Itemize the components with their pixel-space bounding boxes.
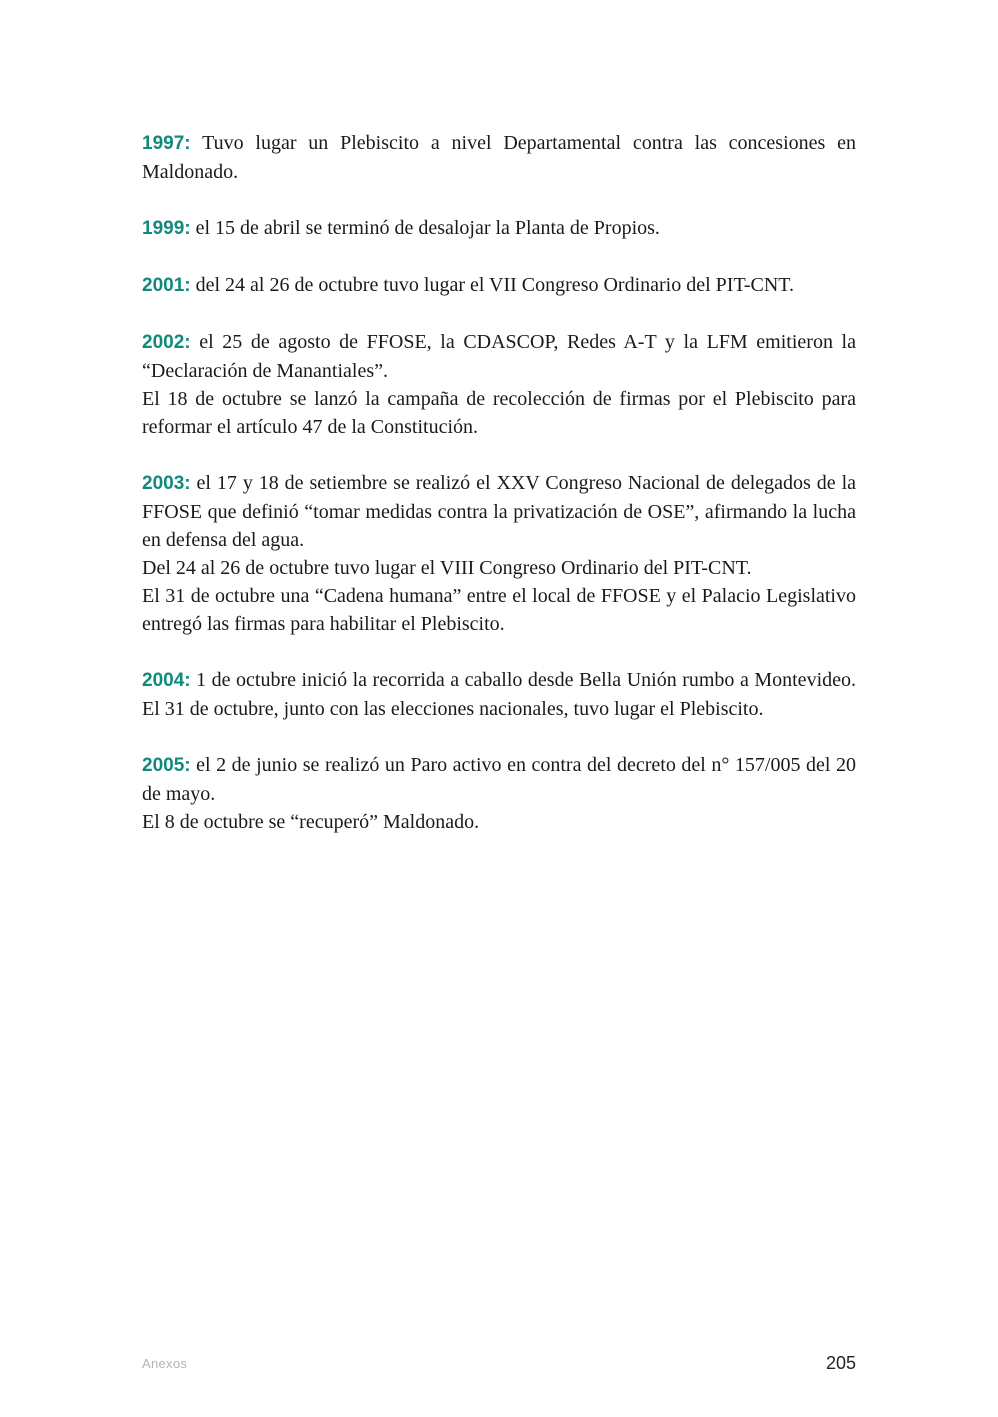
entry-text: el 17 y 18 de setiembre se realizó el XXV Congreso Nacional de delegados de la FFOSE que definió “tomar medidas contra la privatización de OSE”, afirmando la lucha en defensa del agua. bbox=[142, 472, 856, 551]
timeline-entry-2004 bbox=[142, 666, 856, 723]
page-number: 205 bbox=[825, 1353, 856, 1373]
entry-text: 1 de octubre inició la recorrida a caballo desde Bella Unión rumbo a Montevideo. El 31 de octubre, junto con las elecciones nacionales, tuvo lugar el Plebiscito. bbox=[142, 669, 856, 720]
entry-paragraph bbox=[142, 469, 856, 554]
timeline-entry-1997 bbox=[142, 129, 856, 186]
entry-year: 2003: bbox=[142, 473, 191, 494]
entry-paragraph: El 18 de octubre se lanzó la campaña de recolección de firmas por el Plebiscito para reformar el artículo 47 de la Constitución. bbox=[142, 388, 856, 438]
timeline-entry-2005 bbox=[142, 751, 856, 836]
entry-paragraph bbox=[142, 751, 856, 808]
entry-text: del 24 al 26 de octubre tuvo lugar el VII Congreso Ordinario del PIT-CNT. bbox=[190, 274, 794, 296]
entry-text: el 25 de agosto de FFOSE, la CDASCOP, Redes A-T y la LFM emitieron la “Declaración de Manantiales”. bbox=[142, 331, 856, 382]
entry-year: 2001: bbox=[142, 275, 191, 296]
entry-paragraph: Del 24 al 26 de octubre tuvo lugar el VIII Congreso Ordinario del PIT-CNT. bbox=[142, 557, 752, 579]
entry-paragraph: El 31 de octubre una “Cadena humana” entre el local de FFOSE y el Palacio Legislativo entregó las firmas para habilitar el Plebiscito. bbox=[142, 585, 856, 635]
entry-paragraph bbox=[142, 328, 856, 385]
timeline-entry-2003 bbox=[142, 469, 856, 638]
entry-year: 2002: bbox=[142, 332, 191, 353]
timeline-entry-2002 bbox=[142, 328, 856, 441]
entry-text: el 15 de abril se terminó de desalojar la Planta de Propios. bbox=[190, 217, 660, 239]
entry-paragraph bbox=[142, 271, 856, 300]
entry-text: Tuvo lugar un Plebiscito a nivel Departamental contra las concesiones en Maldonado. bbox=[142, 132, 856, 183]
entry-text: el 2 de junio se realizó un Paro activo en contra del decreto del n° 157/005 del 20 de mayo. bbox=[142, 754, 856, 805]
entry-paragraph bbox=[142, 666, 856, 723]
footer-section-label: Anexos bbox=[142, 1356, 188, 1371]
entry-year: 2004: bbox=[142, 670, 191, 691]
timeline-entry-1999 bbox=[142, 214, 856, 243]
entry-paragraph: El 8 de octubre se “recuperó” Maldonado. bbox=[142, 811, 480, 833]
timeline bbox=[142, 129, 856, 864]
entry-paragraph bbox=[142, 214, 856, 243]
entry-year: 1999: bbox=[142, 218, 191, 239]
entry-year: 2005: bbox=[142, 755, 191, 776]
entry-year: 1997: bbox=[142, 133, 191, 154]
timeline-entry-2001 bbox=[142, 271, 856, 300]
entry-paragraph bbox=[142, 129, 856, 186]
